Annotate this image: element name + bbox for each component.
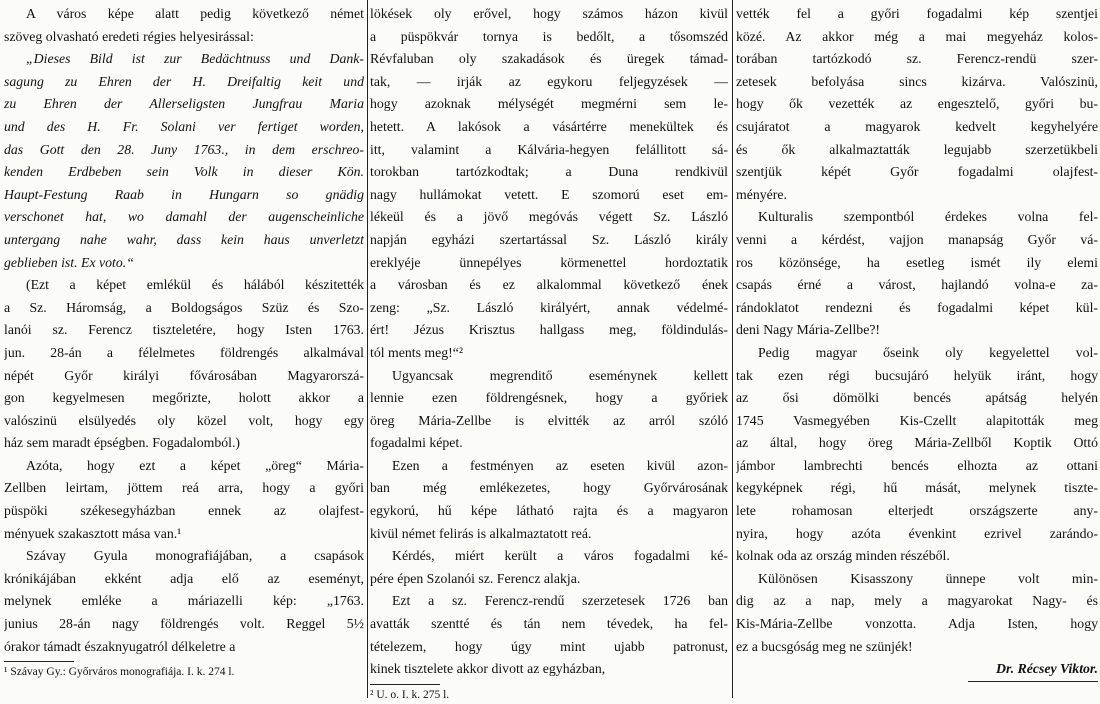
- text-line: öreg Mária-Zellbe is elvitték az arról szóló: [370, 412, 728, 428]
- text-line: Zellben leirtam, jöttem reá arra, hogy a győri: [4, 480, 364, 496]
- text-line: nagy hullámokat vetett. E szomorú eset em-: [370, 186, 728, 202]
- text-line: Kulturalis szempontból érdekes volna fel-: [758, 209, 1098, 225]
- text-line: dig az a nap, mely a magyarokat Nagy- és: [736, 593, 1098, 609]
- paragraph: [736, 206, 1098, 342]
- column-2: [370, 0, 728, 701]
- text-line: torában tartózkodó sz. Ferencz-rendü szer-: [736, 51, 1098, 67]
- text-line: hogy azoknak mélységét megmérni sem le-: [370, 96, 728, 112]
- text-line: ros közönsége, ha esetleg ismét ily elemi: [736, 254, 1098, 270]
- text-line: tak, — irják az egykoru feljegyzések —: [370, 73, 728, 89]
- text-line: kinek tisztelete akkor divott az egyházban,: [370, 661, 606, 677]
- text-line: népét Győr királyi fővárosában Magyarorszá-: [4, 367, 364, 383]
- text-line: tól ments meg!“²: [370, 344, 464, 360]
- column-1: [4, 0, 364, 698]
- paragraph: [370, 545, 728, 590]
- column-rule: [367, 0, 368, 698]
- text-line: Haupt-Festung Raab in Hungarn so gnädig: [4, 186, 364, 202]
- paragraph: [370, 3, 728, 365]
- text-line: 1745 Vasmegyében Kis-Czellt alapitották meg: [736, 412, 1098, 428]
- text-line: junius 28-án nagy földrengés volt. Reggel 5½: [4, 616, 364, 632]
- text-line: kolnak oda az ország minden részéből.: [736, 548, 950, 564]
- text-line: Szávay Gyula monografiájában, a csapások: [26, 548, 364, 564]
- paragraph: [370, 365, 728, 455]
- text-line: tételezem, hogy úgy mint ujabb patronust,: [370, 638, 728, 654]
- text-line: das Gott den 28. Juny 1763., in dem erschreo-: [4, 141, 364, 157]
- text-line: melynek emléke a máriazelli kép: „1763.: [4, 593, 364, 609]
- author-signature: Dr. Récsey Viktor.: [996, 661, 1098, 677]
- text-line: ményére.: [736, 186, 787, 202]
- text-line: zu Ehren der Allerseligsten Jungfrau Maria: [4, 96, 364, 112]
- text-line: vették fel a győri fogadalmi kép szentjei: [736, 6, 1098, 21]
- text-line: krónikájában ekként adja elő az eseményt,: [4, 570, 364, 586]
- text-line: pére épen Szolanói sz. Ferencz alakja.: [370, 570, 581, 586]
- text-line: Pedig magyar őseink oly kegyelettel vol-: [758, 344, 1098, 360]
- text-line: untergang nahe wahr, dass kein haus unverletzt: [4, 231, 364, 247]
- text-line: gon kegyelmesen megőrizte, holott akkor a: [4, 390, 364, 406]
- text-line: és ők alkalmaztatták legujabb szerzetükbeli: [736, 141, 1098, 157]
- text-line: Révfaluban oly szakadások és üregek támad-: [370, 51, 728, 67]
- text-line: itt, valamint a Kálvária-hegyen felállitott sá-: [370, 141, 728, 157]
- footnote: ¹ Szávay Gy.: Győrváros monografiája. I. k. 274 l.: [4, 666, 235, 679]
- text-line: geblieben ist. Ex voto.“: [4, 254, 134, 270]
- text-line: venni a kérdést, vajjon manapság Győr vá-: [736, 231, 1098, 247]
- text-line: sagung zu Ehren der H. Dreifaltig keit und: [4, 73, 364, 89]
- paragraph: [4, 48, 364, 274]
- paragraph: [370, 590, 728, 680]
- paragraph: [4, 3, 364, 48]
- paragraph: [370, 455, 728, 545]
- text-line: ért! Jézus Krisztus hallgass meg, földindulás-: [370, 322, 728, 338]
- text-line: „Dieses Bild ist zur Bedächtnuss und Dank-: [26, 51, 364, 67]
- text-line: az ősi dömölki bencés apátság helyén: [736, 390, 1098, 406]
- text-line: Azóta, hogy ezt a képet „öreg“ Mária-: [26, 457, 364, 473]
- text-line: Ezt a sz. Ferencz-rendű szerzetesek 1726 ban: [392, 593, 728, 609]
- text-line: püspöki székesegyházban ennek az olajfest-: [4, 503, 364, 519]
- text-line: a püspökvár tornya is bedőlt, a tősomszéd: [370, 28, 728, 44]
- text-line: und des H. Fr. Solani ver fertiget worden,: [4, 118, 364, 134]
- text-line: lete rohamosan elterjedt országszerte any-: [736, 503, 1098, 519]
- text-line: csujáratot a magyarok kedvelt kegyhelyére: [736, 118, 1098, 134]
- text-line: kivül német felirás is alkalmaztatott reá.: [370, 525, 592, 541]
- paragraph: [736, 342, 1098, 568]
- text-line: hetett. A lakósok a vásártérre menekültek és: [370, 118, 728, 134]
- text-line: avatták szentté és tán nem tévedek, ha fel-: [370, 616, 728, 632]
- text-line: a Sz. Háromság, a Boldogságos Szüz és Szo-: [4, 299, 364, 315]
- text-line: egykorú, hű képe látható rajta és a magyaron: [370, 503, 728, 519]
- column-3: [736, 0, 1098, 698]
- text-line: nyira, hogy azóta évenkint ezrivel zarándo-: [736, 525, 1098, 541]
- text-line: ez a bucsgóság meg ne szünjék!: [736, 638, 913, 654]
- text-line: zetesek befolyása sincs kizárva. Valószinü,: [736, 73, 1098, 89]
- text-line: napján egyházi szertartással Sz. László király: [370, 231, 728, 247]
- text-line: Különösen Kisasszony ünnepe volt min-: [758, 570, 1098, 586]
- footnote-rule: [4, 661, 74, 662]
- text-line: jámbor lambrechti bencés elhozta az ottani: [736, 457, 1098, 473]
- text-line: órakor támadt északnyugatról délkeletre a: [4, 638, 236, 654]
- text-line: Ezen a festményen az eseten kivül azon-: [392, 457, 728, 473]
- text-line: rándoklatot rendezni és fogadalmi képet kül-: [736, 299, 1098, 315]
- paragraph: [4, 455, 364, 545]
- footnote: ² U. o. I. k. 275 l.: [370, 688, 450, 701]
- text-line: kegyképnek régi, hű mását, melynek tiszte-: [736, 480, 1098, 496]
- text-line: csapás érné a várost, hajlandó volna-e za-: [736, 277, 1098, 293]
- text-line: A város képe alatt pedig következő német: [26, 6, 364, 21]
- text-line: Kérdés, miért került a város fogadalmi ké-: [392, 548, 728, 564]
- text-line: ház sem maradt épségben. Fogadalomból.): [4, 435, 241, 451]
- text-line: fogadalmi képet.: [370, 435, 463, 451]
- text-line: torokban tartózkodtak; a Duna rendkivül: [370, 164, 728, 180]
- text-line: lökések oly erővel, hogy számos házon kivül: [370, 6, 728, 21]
- text-line: valószinü elsülyedés oly közel volt, hogy egy: [4, 412, 364, 428]
- text-line: lennie ezen földrengésnek, hogy a győriek: [370, 390, 728, 406]
- text-line: közé. Az akkor még a mai megyeház kolos-: [736, 28, 1098, 44]
- paragraph: [736, 568, 1098, 658]
- footnote-rule: [370, 684, 440, 685]
- text-line: kenden Erdbeben sein Volk in dieser Kön.: [4, 164, 364, 180]
- text-line: ményuek szakasztott mása van.¹: [4, 525, 182, 541]
- text-line: tak ezen régi bucsujáró helyük iránt, hogy: [736, 367, 1098, 383]
- text-line: a városban és ez alkalommal következő ének: [370, 277, 728, 293]
- paragraph: [736, 3, 1098, 206]
- text-line: lanói sz. Ferencz tiszteletére, hogy Isten 1763.: [4, 322, 364, 338]
- text-line: hogy ők vezették az engesztelő, győri bu-: [736, 96, 1098, 112]
- text-line: verschonet hat, wo damahl der augenscheinliche: [4, 209, 364, 225]
- paragraph: [4, 545, 364, 658]
- text-line: lékeül és a jövő megóvás végett Sz. László: [370, 209, 728, 225]
- text-line: az által, hogy öreg Mária-Zellből Koptik Ottó: [736, 435, 1098, 451]
- text-line: deni Nagy Mária-Zellbe?!: [736, 322, 881, 338]
- text-line: Kis-Mária-Zellbe vonzotta. Adja Isten, hogy: [736, 616, 1098, 632]
- closing-rule: [968, 681, 1098, 682]
- column-rule: [732, 0, 733, 698]
- text-line: szöveg olvasható eredeti régies helyesirással:: [4, 28, 254, 44]
- paragraph: [4, 274, 364, 455]
- text-line: ereklyéje ünnepélyes körmenettel hordoztatik: [370, 254, 728, 270]
- text-line: Ugyancsak megrenditő eseménynek kellett: [392, 367, 728, 383]
- text-line: zeng: „Sz. László királyért, annak védelmé-: [370, 299, 728, 315]
- text-line: ban még emlékezetes, hogy Győrvárosának: [370, 480, 728, 496]
- text-line: (Ezt a képet emlékül és hálából készitették: [26, 277, 364, 293]
- text-line: jun. 28-án a félelmetes földrengés alkalmával: [4, 344, 364, 360]
- text-line: szentjük képét Győr fogadalmi olajfest-: [736, 164, 1098, 180]
